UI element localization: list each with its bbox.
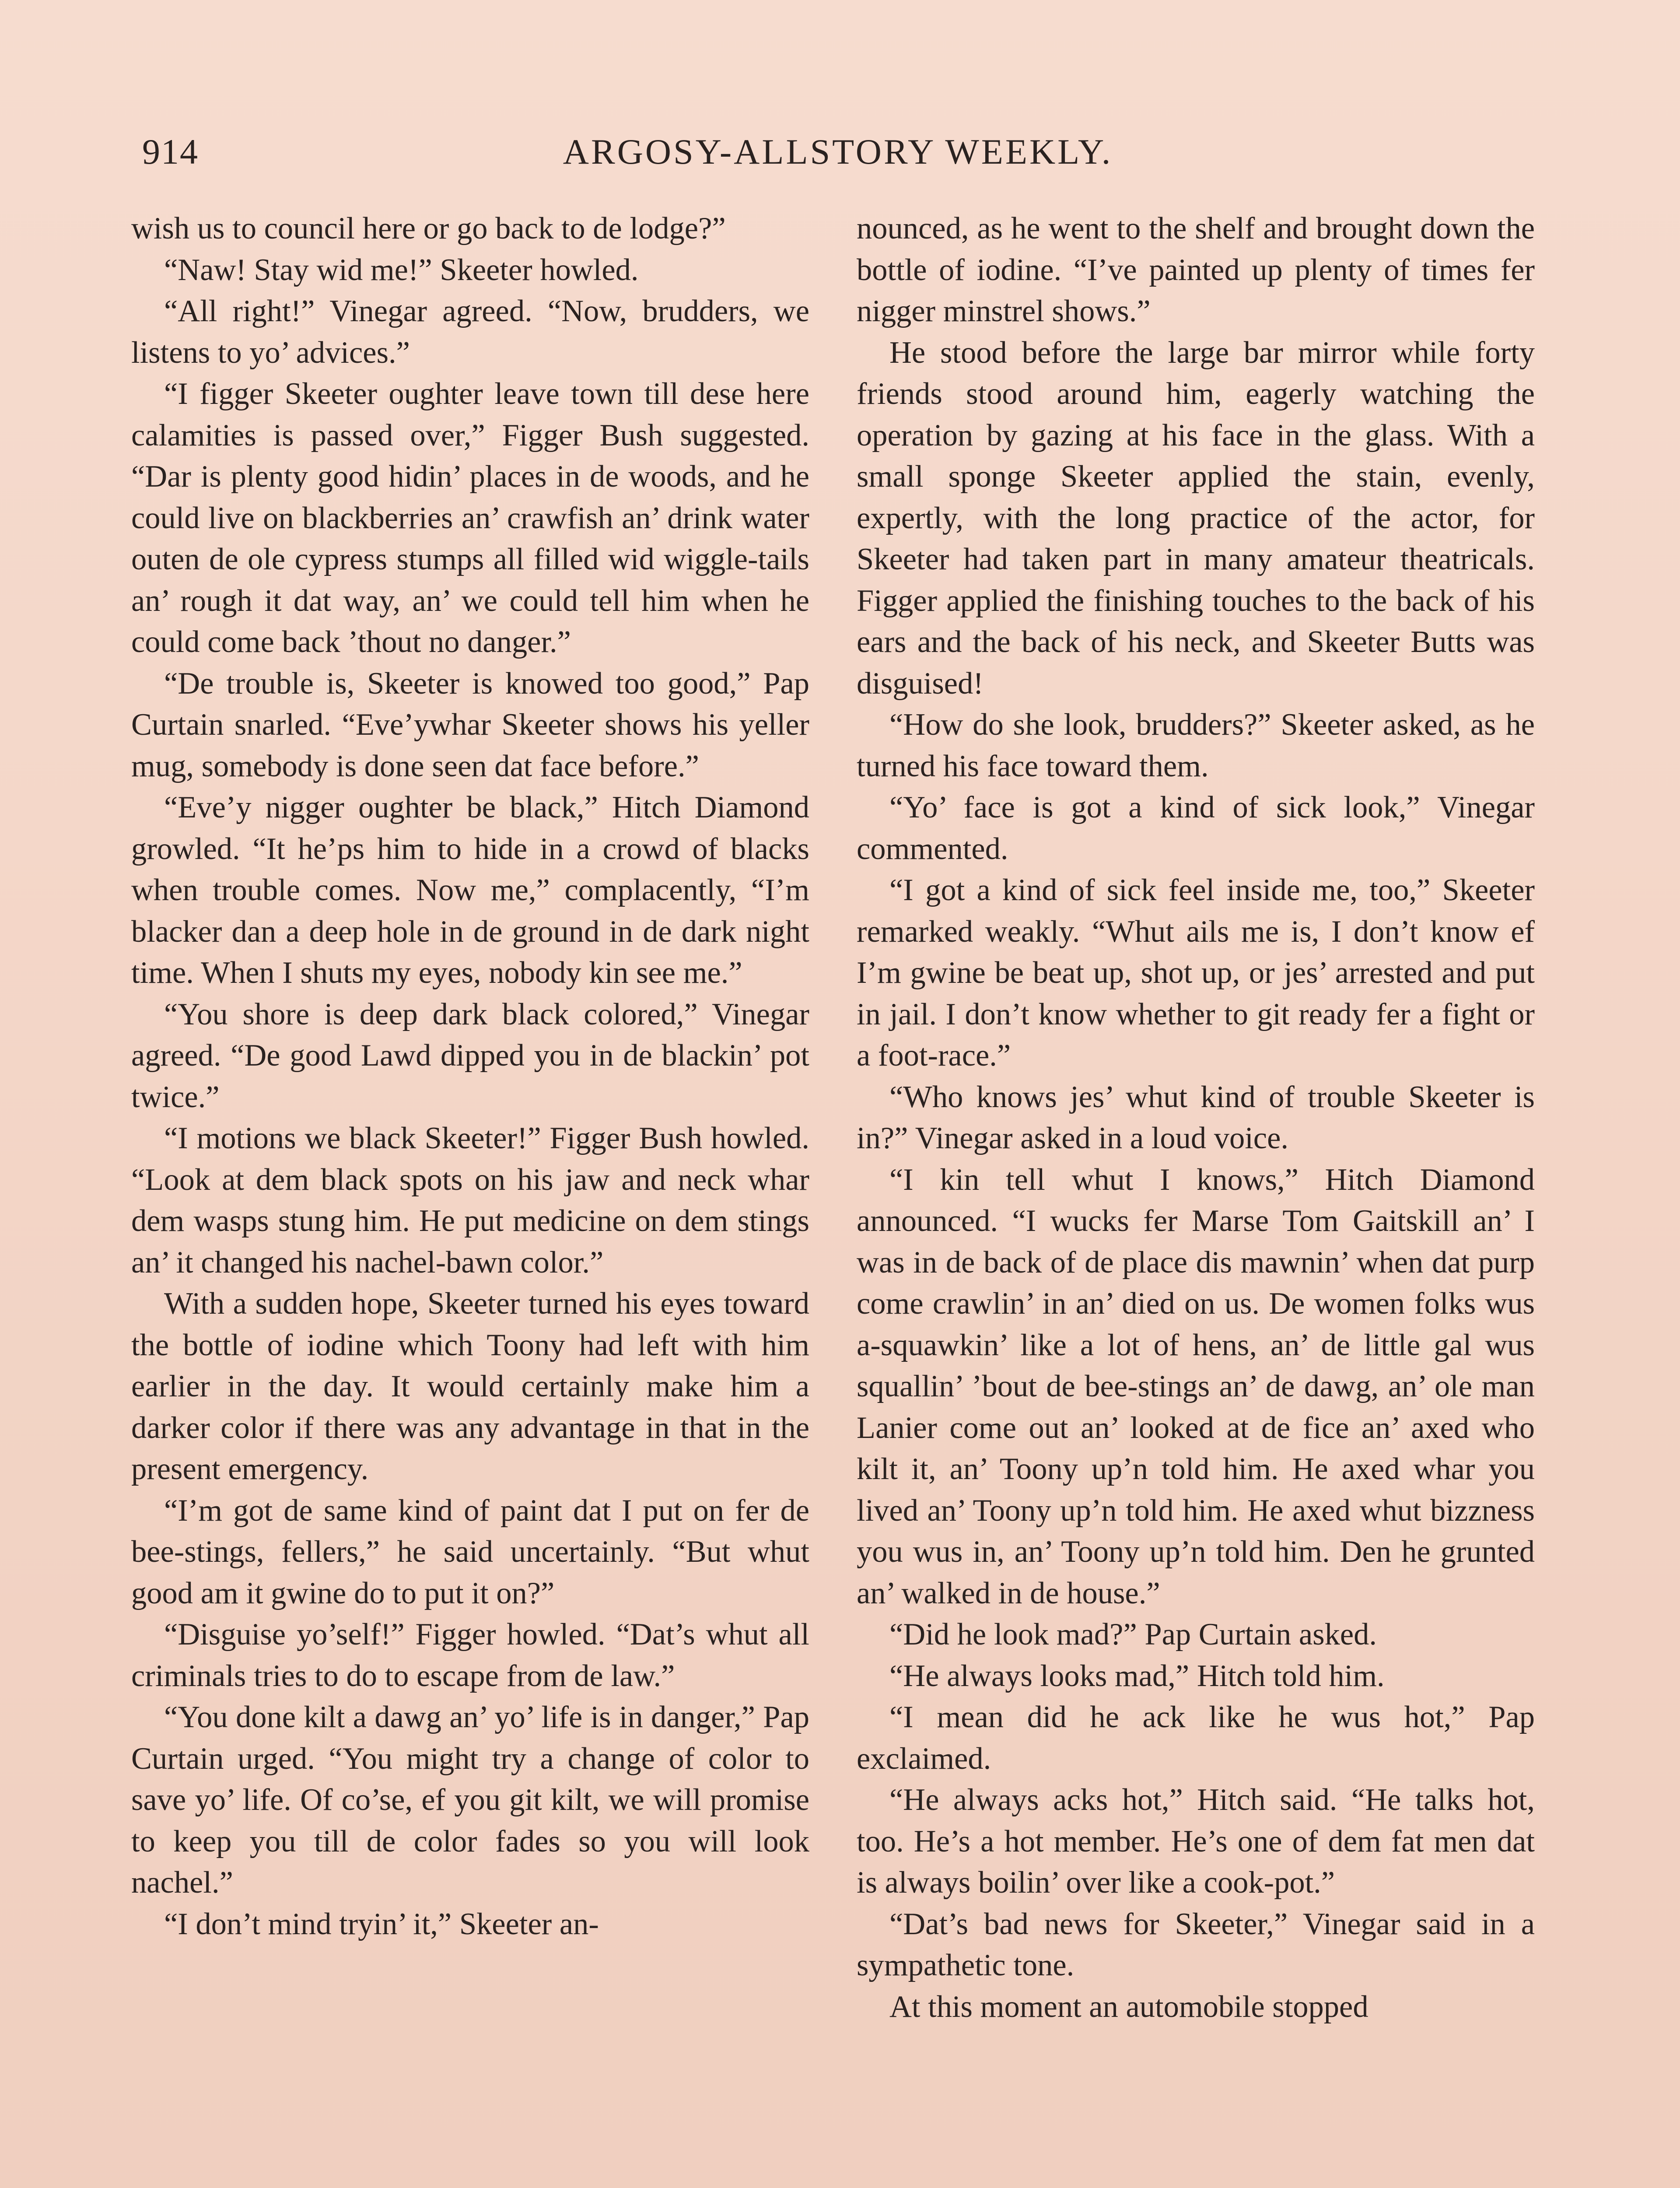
paragraph: “He always acks hot,” Hitch said. “He talks hot, too. He’s a hot member. He’s one of dem fat men dat is always boilin’ over like a cook-pot.” (857, 1783, 1535, 1900)
paragraph: “Disguise yo’self!” Figger howled. “Dat’s whut all criminals tries to do to escape from de law.” (131, 1617, 809, 1693)
page-number: 914 (142, 132, 199, 172)
paragraph: “All right!” Vinegar agreed. “Now, brudders, we listens to yo’ advices.” (131, 294, 809, 370)
paragraph: “I got a kind of sick feel inside me, too,” Skeeter remarked weakly. “Whut ails me is, I don’t know ef I’m gwine be beat up, shot up, or jes’ arrested and put in jail. I don’t know whether to git ready fer a fight or a foot-race.” (857, 873, 1535, 1073)
paragraph: nounced, as he went to the shelf and brought down the bottle of iodine. “I’ve painted up plenty of times fer nigger minstrel shows.” (857, 211, 1535, 328)
paragraph: “How do she look, brudders?” Skeeter asked, as he turned his face toward them. (857, 708, 1535, 783)
paragraph: “Did he look mad?” Pap Curtain asked. (889, 1617, 1377, 1652)
paragraph: “Eve’y nigger oughter be black,” Hitch Diamond growled. “It he’ps him to hide in a crowd of blacks when trouble comes. Now me,” complacently, “I’m blacker dan a deep hole in de ground in de dark night time. When I shuts my eyes, nobody kin see me.” (131, 790, 809, 990)
paragraph: “I kin tell whut I knows,” Hitch Diamond announced. “I wucks fer Marse Tom Gaitskill an’ I was in de back of de place dis mawnin’ when dat purp come crawlin’ in an’ died on us. De women folks wus a-squawkin’ like a lot of hens, an’ de little gal wus squallin’ ’bout de bee-stings an’ de dawg, an’ ole man Lanier come out an’ looked at de fice an’ axed who kilt it, an’ Toony up’n told him. He axed whar you lived an’ Toony up’n told him. He axed whut bizzness you wus in, an’ Toony up’n told him. Den he grunted an’ walked in de house.” (857, 1162, 1535, 1610)
left-column (131, 208, 809, 1945)
paragraph: “You shore is deep dark black colored,” Vinegar agreed. “De good Lawd dipped you in de blackin’ pot twice.” (131, 997, 809, 1114)
paragraph: “Who knows jes’ whut kind of trouble Skeeter is in?” Vinegar asked in a loud voice. (857, 1080, 1535, 1155)
page-header (142, 131, 1533, 179)
paragraph: “Naw! Stay wid me!” Skeeter howled. (164, 252, 639, 287)
paragraph: “I’m got de same kind of paint dat I put on fer de bee-stings, fellers,” he said uncertainly. “But whut good am it gwine do to put it on?” (131, 1493, 809, 1610)
paragraph: “I don’t mind tryin’ it,” Skeeter an- (164, 1907, 599, 1941)
right-column (857, 208, 1535, 2027)
paragraph: “I motions we black Skeeter!” Figger Bush howled. “Look at dem black spots on his jaw and neck whar dem wasps stung him. He put medicine on dem stings an’ it changed his nachel-bawn color.” (131, 1121, 809, 1280)
paragraph: With a sudden hope, Skeeter turned his eyes toward the bottle of iodine which Toony had left with him earlier in the day. It would certainly make him a darker color if there was any advantage in that in the present emergency. (131, 1287, 809, 1486)
paragraph: “Yo’ face is got a kind of sick look,” Vinegar commented. (857, 790, 1535, 866)
paragraph: “Dat’s bad news for Skeeter,” Vinegar said in a sympathetic tone. (857, 1907, 1535, 1982)
paragraph: “I figger Skeeter oughter leave town till dese here calamities is passed over,” Figger Bush suggested. “Dar is plenty good hidin’ places in de woods, and he could live on blackberries an’ crawfish an’ drink water outen de ole cypress stumps all filled wid wiggle-tails an’ rough it dat way, an’ we could tell him when he could come back ’thout no danger.” (131, 377, 809, 659)
paragraph: “He always looks mad,” Hitch told him. (889, 1659, 1385, 1693)
running-title: ARGOSY-ALLSTORY WEEKLY. (563, 132, 1113, 172)
paragraph: “I mean did he ack like he wus hot,” Pap exclaimed. (857, 1700, 1535, 1776)
paragraph: He stood before the large bar mirror while forty friends stood around him, eagerly watching the operation by gazing at his face in the glass. With a small sponge Skeeter applied the stain, evenly, expertly, with the long practice of the actor, for Skeeter had taken part in many amateur theatricals. Figger applied the finishing touches to the back of his ears and the back of his neck, and Skeeter Butts was disguised! (857, 335, 1535, 701)
paragraph: At this moment an automobile stopped (889, 1989, 1368, 2024)
paragraph: “You done kilt a dawg an’ yo’ life is in danger,” Pap Curtain urged. “You might try a change of color to save yo’ life. Of co’se, ef you git kilt, we will promise to keep you till de color fades so you will look nachel.” (131, 1700, 809, 1900)
paragraph: wish us to council here or go back to de lodge?” (131, 211, 726, 245)
paragraph: “De trouble is, Skeeter is knowed too good,” Pap Curtain snarled. “Eve’ywhar Skeeter shows his yeller mug, somebody is done seen dat face before.” (131, 666, 809, 783)
